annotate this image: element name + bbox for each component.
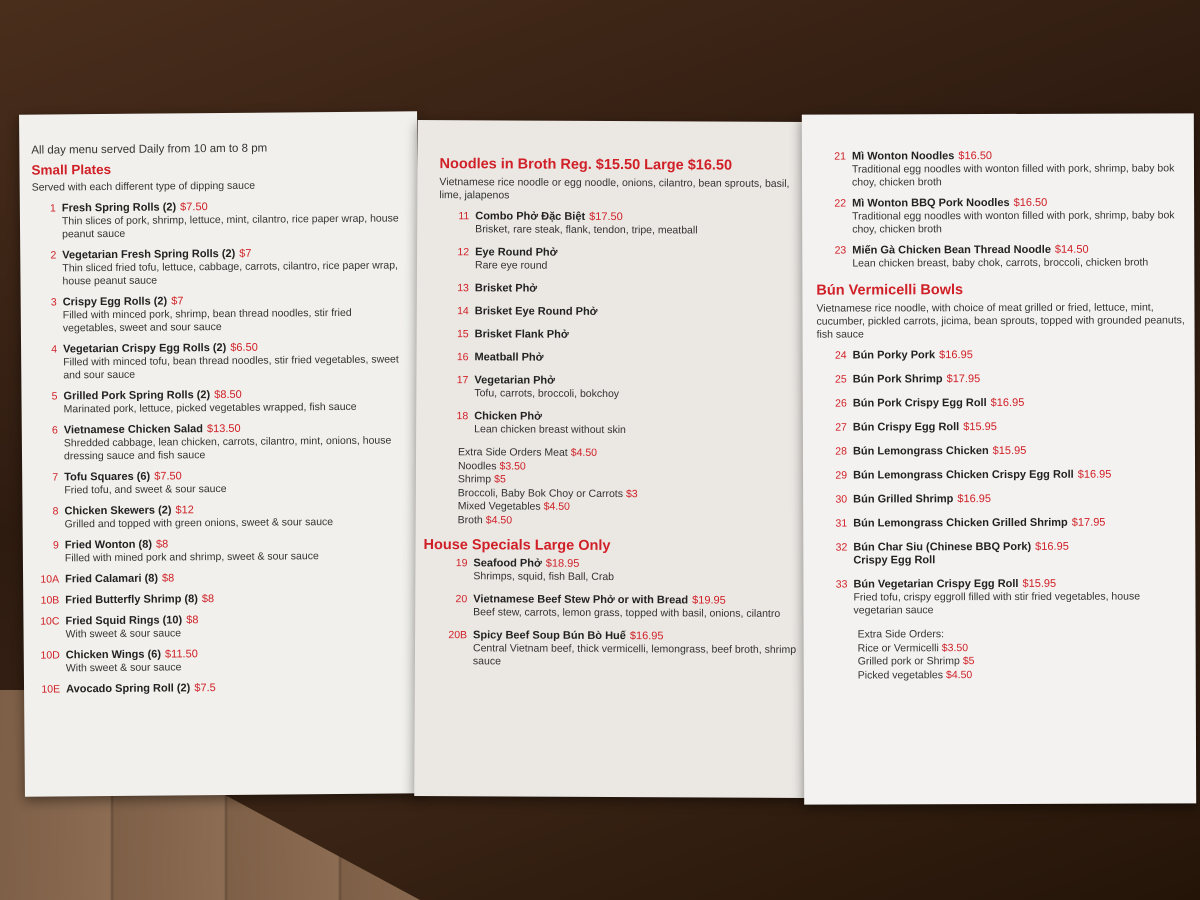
item-description: Fried tofu, and sweet & sour sauce	[64, 482, 227, 497]
menu-item	[29, 591, 409, 607]
item-price: $14.50	[1054, 243, 1089, 256]
menu-item	[438, 410, 798, 438]
item-number: 25	[835, 373, 847, 386]
item-price: $8	[186, 614, 199, 627]
item-name: Bún Grilled Shrimp	[853, 493, 954, 506]
item-description: Grilled and topped with green onions, sweet & sour sauce	[64, 516, 334, 531]
item-name: Combo Phở Đặc Biệt	[475, 210, 586, 223]
item-description: Lean chicken breast, baby chok, carrots, broccoli, chicken broth	[852, 256, 1149, 270]
item-price: $7	[239, 247, 252, 260]
menu-item	[439, 305, 799, 320]
item-description: Marinated pork, lettuce, picked vegetables wrapped, fish sauce	[63, 400, 357, 416]
item-name: Bún Pork Shrimp	[852, 373, 943, 386]
item-heading	[65, 591, 409, 607]
item-body	[853, 372, 1187, 386]
menu-item	[817, 372, 1187, 386]
item-name: Bún Porky Pork	[852, 349, 936, 362]
item-number: 3	[50, 296, 57, 309]
item-description: Filled with mined pork and shrimp, sweet & sour sauce	[64, 550, 319, 565]
item-number: 10C	[40, 615, 60, 628]
item-body	[65, 570, 409, 586]
item-name: Seafood Phở	[473, 557, 542, 570]
extra-price: $4.50	[543, 500, 570, 513]
menu-item	[27, 293, 407, 335]
item-heading	[475, 282, 799, 297]
item-number: 30	[835, 493, 848, 506]
left-item-list	[26, 199, 410, 696]
menu-item	[30, 680, 410, 696]
item-heading	[65, 570, 409, 586]
item-name: Brisket Eye Round Phở	[474, 305, 598, 318]
item-name: Fried Butterfly Shrimp (8)	[65, 593, 198, 607]
extra-side-orders	[458, 446, 798, 529]
item-number: 5	[51, 390, 58, 403]
menu-item	[817, 577, 1187, 617]
item-body	[853, 492, 1187, 506]
item-body	[474, 351, 798, 366]
item-name: Meatball Phở	[474, 351, 544, 364]
item-number: 11	[458, 210, 470, 223]
item-price: $16.95	[1077, 468, 1112, 481]
extra-label: Broth	[457, 513, 483, 526]
item-description: Central Vietnam beef, thick vermicelli, lemongrass, beef broth, shrimp sauce	[472, 642, 797, 668]
menu-panel-left	[19, 111, 423, 796]
right-item-list	[816, 149, 1186, 270]
item-description: Lean chicken breast without skin	[474, 423, 626, 437]
item-name: Chicken Skewers (2)	[64, 504, 172, 518]
extra-order	[458, 446, 798, 461]
menu-item	[439, 328, 799, 343]
menu-item	[28, 468, 408, 497]
section-desc: Vietnamese rice noodle, with choice of meat grilled or fried, lettuce, mint, cucumber, pickled carrots, jicima, bean sprouts, topped with grounded peanuts, fish sauce	[816, 301, 1185, 341]
item-body	[475, 305, 799, 320]
extra-order	[858, 654, 1188, 669]
item-heading	[474, 351, 798, 366]
item-description: Traditional egg noodles with wonton filled with pork, shrimp, baby bok choy, chicken broth	[852, 209, 1175, 236]
item-body	[66, 646, 410, 675]
item-body	[63, 387, 407, 416]
menu-item	[817, 492, 1187, 506]
item-subname: Crispy Egg Roll	[853, 554, 936, 567]
item-price: $15.95	[992, 444, 1027, 458]
item-body	[475, 210, 799, 238]
item-price: $6.50	[230, 341, 258, 354]
item-body	[66, 680, 410, 696]
item-name: Vietnamese Chicken Salad	[63, 423, 204, 437]
section-title-vermicelli-bowls: Bún Vermicelli Bowls	[816, 282, 964, 299]
extra-side-orders-right	[858, 627, 1188, 682]
extra-price: $4.50	[945, 668, 973, 681]
item-number: 19	[455, 557, 468, 570]
item-number: 26	[835, 397, 847, 410]
extra-label: Picked vegetables	[857, 668, 944, 681]
hours-note: All day menu served Daily from 10 am to 8 pm	[31, 142, 268, 157]
section-title-noodles-in-broth: Noodles in Broth Reg. $15.50 Large $16.50	[439, 156, 733, 174]
item-price: $15.95	[1022, 577, 1057, 590]
item-number: 28	[835, 445, 847, 458]
extra-label: Noodles	[457, 459, 497, 472]
item-name: Bún Lemongrass Chicken Crispy Egg Roll	[853, 468, 1074, 482]
item-name: Mì Wonton BBQ Pork Noodles	[852, 196, 1010, 210]
item-heading	[852, 196, 1186, 210]
item-name: Fried Calamari (8)	[65, 572, 159, 586]
menu-item	[28, 502, 408, 531]
menu-item	[439, 282, 799, 297]
item-description: Thin sliced fried tofu, lettuce, cabbage, carrots, cilantro, rice paper wrap, house peanut sauce	[62, 259, 399, 288]
item-number: 1	[49, 202, 56, 215]
extras-list	[858, 641, 1188, 683]
item-body	[475, 328, 799, 343]
item-body	[63, 293, 407, 335]
item-heading	[475, 305, 799, 320]
menu-item	[28, 421, 408, 463]
item-price: $17.95	[1071, 516, 1106, 529]
item-heading	[853, 577, 1187, 591]
extra-label: Extra Side Orders Meat	[458, 446, 568, 459]
section-title-house-specials: House Specials Large Only	[423, 537, 611, 554]
item-name: Bún Lemongrass Chicken	[852, 445, 989, 458]
menu-item	[817, 516, 1187, 530]
item-price: $7.50	[180, 201, 208, 214]
item-description: Thin slices of pork, shrimp, lettuce, mint, cilantro, rice paper wrap, house peanut sauce	[61, 212, 399, 241]
menu-item	[817, 420, 1187, 434]
extra-order	[458, 460, 798, 475]
item-name: Bún Lemongrass Chicken Grilled Shrimp	[853, 516, 1068, 530]
item-price: $16.95	[957, 493, 992, 506]
menu-item	[437, 557, 797, 585]
item-price: $8	[161, 572, 175, 585]
item-heading	[853, 444, 1187, 458]
item-name: Chicken Wings (6)	[65, 648, 162, 662]
menu-item	[29, 612, 409, 641]
item-name: Brisket Phở	[474, 282, 538, 295]
menu-item	[437, 593, 797, 621]
menu-item	[30, 646, 410, 675]
item-name: Vietnamese Beef Stew Phở or with Bread	[473, 593, 689, 607]
menu-item	[817, 540, 1187, 567]
item-heading	[853, 492, 1187, 506]
item-body	[65, 612, 409, 641]
item-body	[853, 348, 1187, 362]
menu-item	[816, 149, 1186, 189]
item-body	[853, 540, 1187, 567]
extra-price: $3.50	[499, 459, 526, 473]
item-price: $16.95	[990, 396, 1025, 410]
item-name: Eye Round Phở	[475, 246, 558, 259]
extra-label: Mixed Vegetables	[457, 500, 541, 513]
item-number: 22	[834, 197, 847, 210]
item-description: With sweet & sour sauce	[65, 627, 182, 641]
section-title-small-plates: Small Plates	[31, 161, 112, 178]
item-body	[474, 410, 798, 438]
item-price: $18.95	[545, 557, 580, 570]
item-description: With sweet & sour sauce	[65, 661, 182, 675]
item-body	[475, 246, 799, 274]
mid-item-list	[438, 210, 799, 438]
item-number: 15	[456, 328, 469, 341]
item-number: 13	[457, 282, 469, 295]
item-price: $13.50	[206, 422, 241, 436]
item-name: Crispy Egg Rolls (2)	[62, 295, 168, 309]
item-name: Fresh Spring Rolls (2)	[61, 201, 177, 215]
item-number: 20B	[448, 629, 468, 642]
menu-item	[817, 348, 1187, 362]
item-number: 31	[835, 517, 848, 530]
item-body	[852, 149, 1186, 189]
item-body	[853, 444, 1187, 458]
item-name: Brisket Flank Phở	[474, 328, 569, 341]
item-name: Vegetarian Phở	[474, 374, 556, 387]
item-number: 16	[456, 351, 469, 364]
item-price: $12	[175, 504, 194, 517]
item-name: Bún Vegetarian Crispy Egg Roll	[853, 577, 1019, 591]
item-name: Bún Pork Crispy Egg Roll	[852, 397, 987, 410]
menu-item	[438, 351, 798, 366]
item-body	[852, 196, 1186, 236]
item-price: $16.95	[939, 349, 973, 362]
item-body	[853, 420, 1187, 434]
menu-item	[29, 536, 409, 565]
item-name: Bún Crispy Egg Roll	[852, 421, 960, 434]
item-heading	[853, 516, 1187, 530]
item-body	[853, 396, 1187, 410]
extra-price: $5	[962, 655, 975, 668]
item-number: 10E	[41, 683, 61, 696]
item-body	[64, 502, 408, 531]
extra-label: Rice or Vermicelli	[857, 641, 939, 654]
item-body	[473, 629, 797, 670]
item-description: Shrimps, squid, fish Ball, Crab	[473, 570, 615, 584]
item-number: 14	[457, 305, 469, 318]
item-number: 20	[455, 593, 468, 606]
menu-item	[26, 199, 406, 241]
menu-item	[817, 468, 1187, 482]
item-name: Grilled Pork Spring Rolls (2)	[63, 389, 211, 403]
item-number: 24	[834, 349, 847, 362]
menu-item	[817, 444, 1187, 458]
item-number: 23	[834, 244, 847, 257]
item-body	[853, 516, 1187, 530]
item-number: 10B	[40, 594, 60, 607]
extra-price: $4.50	[570, 446, 598, 459]
item-description: Tofu, carrots, broccoli, bokchoy	[474, 387, 620, 401]
item-description: Rare eye round	[474, 259, 548, 272]
item-price: $16.50	[1013, 196, 1048, 209]
item-number: 32	[835, 541, 848, 554]
item-price: $11.50	[164, 648, 198, 661]
item-body	[65, 536, 409, 565]
extra-price: $3	[625, 487, 638, 500]
menu-item	[437, 629, 797, 670]
item-heading	[852, 243, 1186, 257]
item-price: $19.95	[692, 594, 726, 607]
extra-label: Grilled pork or Shrimp	[857, 655, 960, 668]
menu-item	[27, 340, 407, 382]
menu-panel-middle	[414, 120, 810, 798]
item-name: Bún Char Siu (Chinese BBQ Pork)	[853, 540, 1032, 554]
item-description: Traditional egg noodles with wonton filled with pork, shrimp, baby bok choy, chicken broth	[851, 162, 1175, 189]
item-body	[853, 577, 1187, 617]
item-price: $8	[155, 538, 169, 551]
item-number: 8	[52, 505, 59, 518]
vermicelli-item-list	[817, 348, 1188, 617]
item-price: $7.5	[194, 682, 216, 695]
menu-item	[27, 387, 407, 416]
item-name: Avocado Spring Roll (2)	[65, 682, 191, 696]
item-body	[64, 421, 408, 463]
menu-item	[438, 374, 798, 402]
item-price: $16.95	[1035, 540, 1069, 553]
item-description: Beef stew, carrots, lemon grass, topped with basil, onions, cilantro	[473, 606, 781, 620]
item-number: 27	[835, 421, 847, 434]
item-body	[64, 468, 408, 497]
item-price: $7.50	[154, 470, 182, 483]
item-description: Shredded cabbage, lean chicken, carrots, cilantro, mint, onions, house dressing sauce and fish sauce	[63, 434, 392, 463]
item-price: $17.95	[946, 373, 981, 386]
extra-price: $4.50	[485, 513, 513, 526]
item-price: $17.50	[589, 210, 623, 224]
item-body	[62, 199, 406, 241]
item-heading	[852, 149, 1186, 163]
extras-title: Extra Side Orders:	[857, 628, 945, 641]
item-heading	[853, 540, 1187, 554]
menu-item	[29, 570, 409, 586]
item-body	[65, 591, 409, 607]
item-heading	[853, 420, 1187, 434]
item-number: 29	[835, 469, 848, 482]
item-description: Filled with minced pork, shrimp, bean thread noodles, stir fried vegetables, sweet and sour sauce	[62, 306, 352, 335]
item-price: $7	[171, 295, 184, 308]
item-body	[473, 593, 797, 621]
menu-item	[816, 196, 1186, 236]
item-number: 10D	[40, 649, 60, 662]
item-body	[474, 374, 798, 402]
item-name: Mì Wonton Noodles	[851, 150, 955, 163]
item-body	[475, 282, 799, 297]
item-heading	[66, 680, 410, 696]
item-heading	[475, 328, 799, 343]
item-body	[473, 557, 797, 585]
item-number: 33	[835, 578, 848, 591]
menu-item	[439, 246, 799, 274]
menu-item	[439, 210, 799, 238]
item-price: $15.95	[963, 421, 997, 434]
extra-order	[458, 514, 798, 529]
item-name: Tofu Squares (6)	[64, 470, 151, 484]
menu-item	[26, 246, 406, 288]
item-number: 2	[50, 249, 57, 262]
item-number: 10A	[40, 573, 60, 586]
item-description: Filled with minced tofu, bean thread noodles, stir fried vegetables, sweet and sour sauce	[63, 353, 399, 382]
section-desc: Vietnamese rice noodle or egg noodle, onions, cilantro, bean sprouts, basil, lime, jalapenos	[439, 176, 790, 202]
item-price: $8.50	[214, 388, 242, 402]
item-body	[63, 340, 407, 382]
extra-order	[858, 641, 1188, 656]
item-body	[852, 243, 1186, 270]
extra-price: $3.50	[941, 641, 969, 654]
extra-label: Broccoli, Baby Bok Choy or Carrots	[457, 486, 624, 500]
item-name: Vegetarian Fresh Spring Rolls (2)	[62, 247, 236, 262]
item-name: Fried Wonton (8)	[64, 538, 153, 552]
item-number: 4	[51, 343, 58, 356]
item-description: Fried tofu, crispy eggroll filled with stir fried vegetables, house vegetarian sauce	[853, 590, 1141, 617]
item-number: 7	[52, 471, 59, 484]
item-number: 18	[456, 410, 469, 423]
house-special-list	[437, 557, 798, 670]
item-price: $16.50	[958, 150, 993, 163]
menu-item	[817, 396, 1187, 410]
menu-item	[816, 243, 1186, 270]
item-name: Fried Squid Rings (10)	[65, 614, 183, 628]
extra-order	[858, 668, 1188, 683]
item-heading	[853, 396, 1187, 410]
item-name: Vegetarian Crispy Egg Rolls (2)	[63, 341, 227, 356]
item-name: Chicken Phở	[474, 410, 542, 423]
item-name: Miến Gà Chicken Bean Thread Noodle	[852, 243, 1051, 257]
item-heading	[853, 468, 1187, 482]
extra-label: Shrimp	[457, 473, 492, 486]
extra-order	[458, 500, 798, 515]
section-desc: Served with each different type of dipping sauce	[31, 179, 256, 194]
extra-price: $5	[494, 473, 506, 486]
menu-panel-right	[802, 113, 1196, 804]
item-description: Brisket, rare steak, flank, tendon, tripe, meatball	[475, 223, 698, 237]
item-number: 17	[456, 374, 469, 387]
item-number: 9	[52, 539, 59, 552]
item-body	[853, 468, 1187, 482]
item-number: 12	[457, 246, 470, 259]
item-price: $8	[201, 593, 215, 606]
item-heading	[853, 372, 1187, 386]
item-price: $16.95	[629, 630, 664, 643]
item-body	[62, 246, 406, 288]
item-number: 6	[51, 424, 58, 437]
item-number: 21	[834, 150, 846, 163]
item-heading	[853, 348, 1187, 362]
item-name: Spicy Beef Soup Bún Bò Huế	[473, 629, 626, 643]
